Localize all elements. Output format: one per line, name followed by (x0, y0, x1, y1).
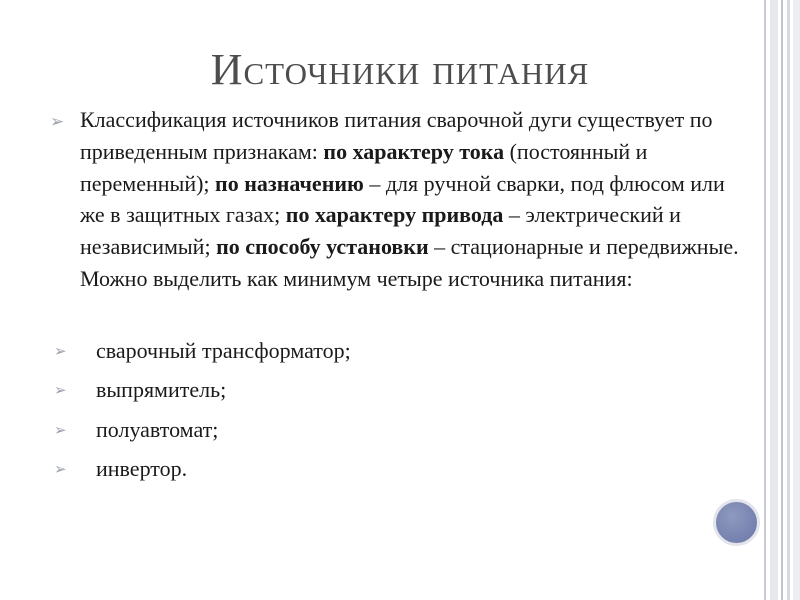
intro-bold-phrase: по способу установки (216, 234, 429, 260)
intro-text (80, 104, 742, 295)
bullet-arrow-icon: ➢ (54, 381, 67, 400)
bullet-arrow-icon: ➢ (54, 459, 67, 478)
bullet-arrow-icon: ➢ (54, 342, 67, 360)
intro-text-part: – для ручной сварки, под флюсом или же в защитных газах; (80, 170, 725, 228)
list-item-text: инвертор. (96, 455, 188, 481)
intro-bold-phrase: по назначению (215, 170, 364, 196)
power-source-list (52, 335, 742, 492)
slide-title: Источники питания (210, 45, 590, 94)
intro-text-part: – электрический и независимый; (80, 202, 681, 260)
list-item-text: выпрямитель; (96, 377, 227, 403)
list-item-text: полуавтомат; (96, 416, 219, 442)
intro-bold-phrase: по характеру тока (323, 138, 505, 164)
intro-text-part: – стационарные и передвижные. Можно выделить как минимум четыре источника питания: (80, 234, 739, 291)
intro-text-part: (постоянный и переменный); (80, 138, 648, 196)
intro-paragraph (52, 104, 742, 295)
intro-bold-phrase: по характеру привода (285, 202, 504, 228)
bullet-arrow-icon: ➢ (50, 112, 65, 132)
bullet-arrow-icon: ➢ (54, 420, 67, 439)
list-item-text: сварочный трансформатор; (96, 338, 351, 363)
list-item (52, 453, 742, 485)
list-item (52, 374, 742, 406)
list-item (52, 414, 742, 446)
list-item (52, 335, 742, 367)
decorative-circle-icon (713, 499, 760, 546)
intro-text-part: Классификация источников питания сварочной дуги существует по приведенным признакам: (80, 107, 713, 164)
